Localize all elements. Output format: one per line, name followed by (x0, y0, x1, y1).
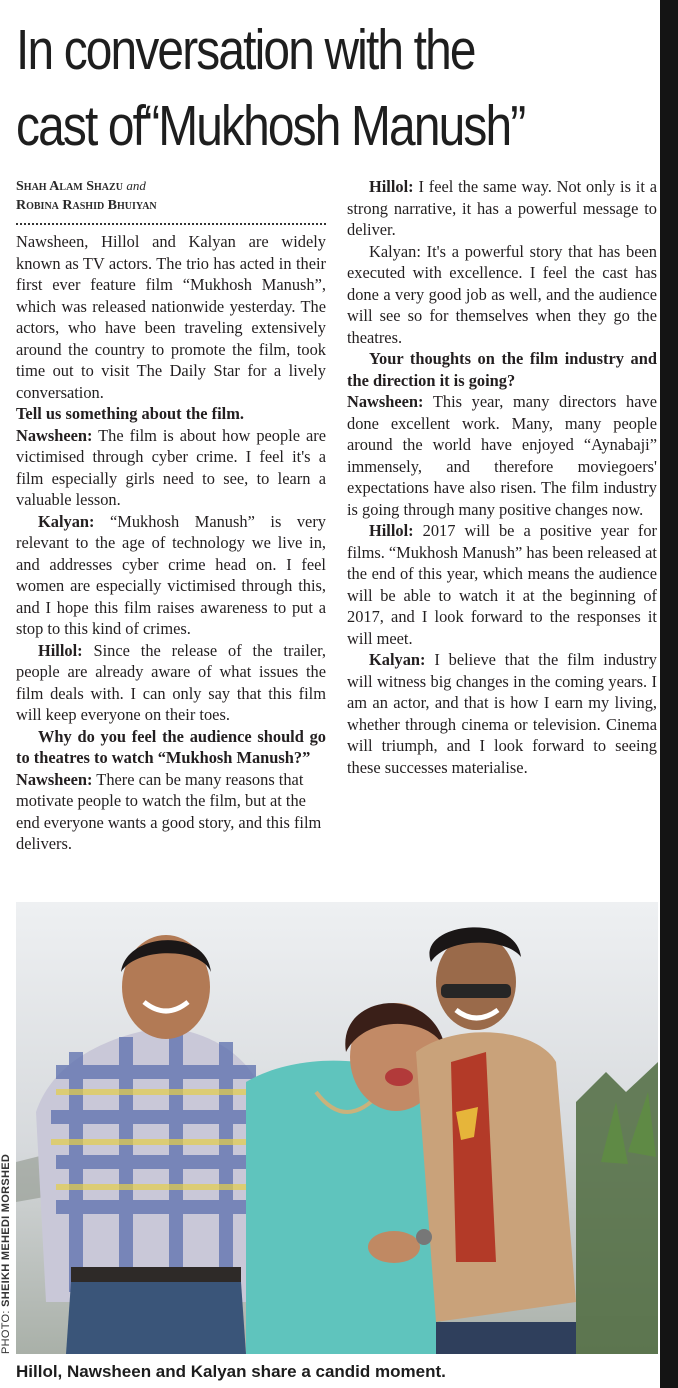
speaker-label: Hillol: (369, 521, 414, 540)
answer-text: I believe that the film industry will witness big changes in the coming years. I am an actor, and that is how I earn my living, whether through cinema or television. Cinema will triumph, and I look forward to seeing these successes materialise. (347, 650, 657, 777)
intro-paragraph: Nawsheen, Hillol and Kalyan are widely known as TV actors. The trio has acted in their first ever feature film “Mukhosh Manush”, which was released nationwide yesterday. The actors, who have been traveling extensively around the country to promote the film, took time out to visit The Daily Star for a lively conversation. (16, 232, 326, 402)
speaker-label: Kalyan: (38, 511, 95, 531)
speaker-label: Kalyan: (369, 650, 426, 669)
answer-kalyan-2: Kalyan: It's a powerful story that has been executed with excellence. I feel the cast has done a very good job as well, and the audience will see so for themselves when they go the theatres. (347, 241, 657, 347)
cast-photo (16, 902, 658, 1354)
answer-text: 2017 will be a positive year for films. “Mukhosh Manush” has been released at the end of this year, which means the audience will be able to watch it at the beginning of 2017, and I look forward to the responses it will meet. (347, 521, 657, 648)
photo-credit (0, 1094, 13, 1354)
answer-nawsheen-1 (16, 425, 326, 511)
photo-caption: Hillol, Nawsheen and Kalyan share a candid moment. (16, 1362, 446, 1381)
page-edge-bar (660, 0, 678, 1388)
headline-line-2: cast of“Mukhosh Manush” (16, 94, 525, 158)
author-2: Robina Rashid Bhuiyan (16, 198, 157, 213)
answer-text: Since the release of the trailer, people are already aware of what issues the film deals with. I can only say that this film will keep everyone on their toes. (16, 640, 326, 724)
speaker-label: Hillol: (369, 177, 414, 196)
answer-kalyan-1 (16, 511, 326, 640)
photo-credit-name: SHEIKH MEHEDI MORSHED (0, 1153, 12, 1307)
answer-hillol-2 (347, 176, 657, 241)
answer-text: This year, many directors have done excellent work. Many, many people around the world have enjoyed “Aynabaji” immensely, and therefore moviegoers' expectations have also risen. The film industry is going through many positive changes now. (347, 392, 657, 519)
answer-hillol-1 (16, 640, 326, 726)
answer-text-continued: There can be many reasons that motivate people to watch the film, but at the end everyone wants a good story, and this film delivers. (16, 769, 322, 853)
speaker-label: Nawsheen: (16, 769, 93, 789)
answer-text: The film is about how people are victimised through cyber crime. I feel it's a film especially girls need to see, to learn a valuable lesson. (16, 425, 326, 509)
answer-hillol-3 (347, 520, 657, 649)
answer-text: “Mukhosh Manush” is very relevant to the age of technology we live in, and addresses cyber crime head on. I feel women are especially victimised through this, and I hope this film raises awareness to put a stop to this kind of crimes. (16, 511, 326, 638)
headline (16, 12, 554, 164)
photo-credit-prefix: PHOTO: (0, 1310, 12, 1354)
byline-and: and (126, 178, 146, 193)
article-column-left (16, 176, 326, 855)
question-3: Your thoughts on the film industry and the direction it is going? (347, 349, 657, 390)
speaker-label: Nawsheen: (16, 425, 93, 445)
byline-divider (16, 223, 326, 225)
author-1: Shah Alam Shazu (16, 179, 123, 194)
speaker-label: Hillol: (38, 640, 83, 660)
answer-kalyan-3 (347, 649, 657, 778)
byline (16, 176, 326, 215)
answer-nawsheen-2-start (16, 769, 326, 855)
question-1: Tell us something about the film. (16, 404, 244, 423)
answer-nawsheen-3 (347, 391, 657, 520)
headline-line-1: In conversation with the (16, 18, 475, 82)
article-column-right (347, 176, 657, 778)
speaker-label: Nawsheen: (347, 392, 424, 411)
answer-text: I feel the same way. Not only is it a strong narrative, it has a powerful message to deliver. (347, 177, 657, 239)
cast-photo-illustration (16, 902, 658, 1354)
question-2: Why do you feel the audience should go to theatres to watch “Mukhosh Manush?” (16, 726, 326, 767)
